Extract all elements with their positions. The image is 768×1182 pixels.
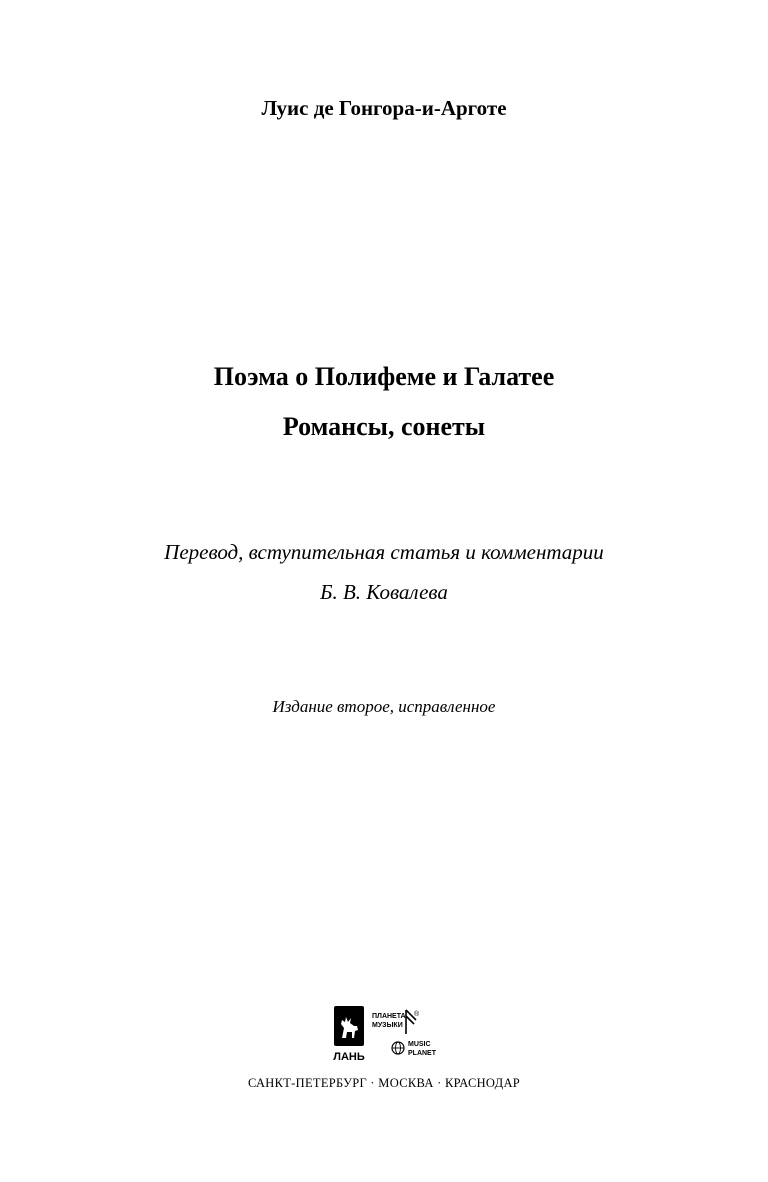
edition-note: Издание второе, исправленное bbox=[272, 697, 496, 716]
music-line2: PLANET bbox=[408, 1050, 436, 1057]
planeta-line1: ПЛАНЕТА bbox=[372, 1013, 406, 1020]
registered-mark: ® bbox=[414, 1011, 420, 1018]
book-subtitle: Романсы, сонеты bbox=[282, 412, 486, 441]
book-author: Луис де Гонгора-и-Арготе bbox=[261, 96, 507, 120]
planeta-muzyki-logo bbox=[372, 1010, 437, 1057]
planeta-line2: МУЗЫКИ bbox=[372, 1022, 403, 1029]
globe-icon bbox=[392, 1042, 404, 1054]
translator-name: Б. В. Ковалева bbox=[320, 580, 448, 604]
lan-logo-text: ЛАНЬ bbox=[333, 1051, 365, 1063]
publisher-cities: САНКТ-ПЕТЕРБУРГ · МОСКВА · КРАСНОДАР bbox=[247, 1076, 521, 1090]
translation-credit: Перевод, вступительная статья и комментарии bbox=[164, 540, 604, 564]
lan-logo bbox=[333, 1006, 365, 1063]
music-line1: MUSIC bbox=[408, 1041, 431, 1048]
book-title: Поэма о Полифеме и Галатее bbox=[213, 362, 555, 391]
publisher-logos bbox=[0, 1004, 768, 1066]
